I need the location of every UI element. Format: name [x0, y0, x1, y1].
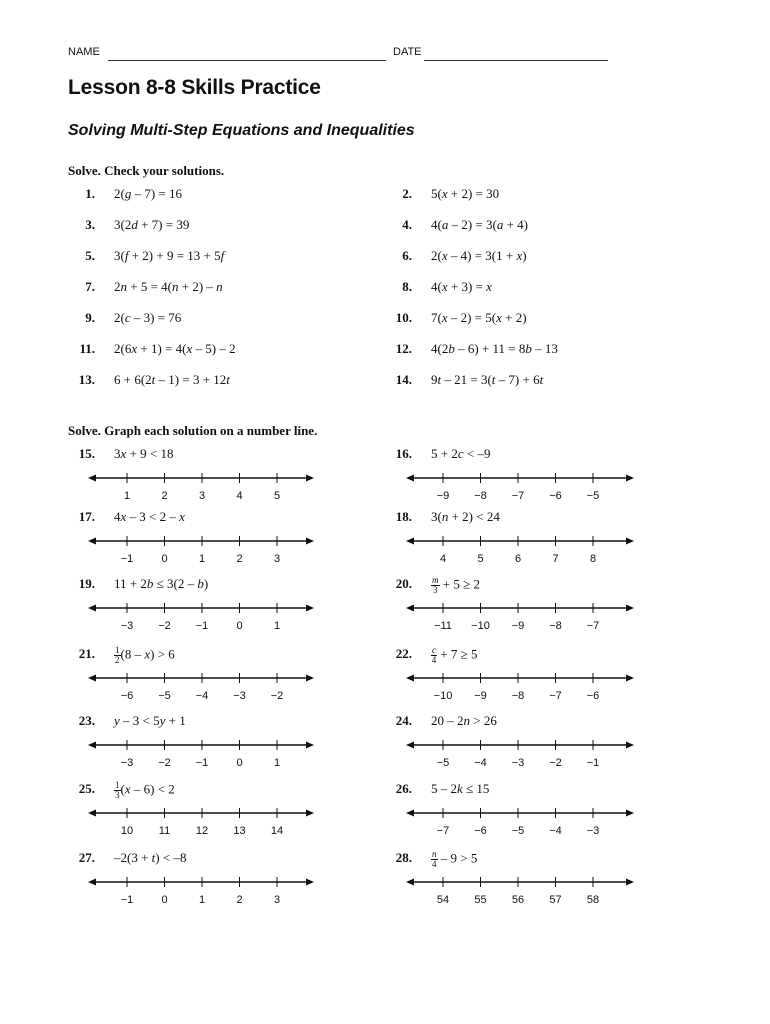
tick-label: 1 [123, 490, 131, 502]
problem-6-expression: 2(x – 4) = 3(1 + x) [431, 248, 527, 263]
tick-label: 0 [161, 553, 168, 565]
tick-label: 7 [552, 553, 559, 565]
tick-label: 2 [236, 894, 243, 906]
tick-label: −3 [120, 757, 134, 769]
tick-label: −6 [120, 690, 134, 702]
tick-label: −3 [120, 620, 134, 632]
tick-label: −10 [471, 620, 490, 632]
left-arrow-icon [406, 475, 414, 482]
problem-21-number: 21. [78, 646, 95, 661]
problem-5-expression: 3(f + 2) + 9 = 13 + 5f [114, 248, 225, 263]
problem-27-number-line[interactable] [88, 876, 314, 906]
right-arrow-icon [306, 879, 314, 886]
section1-instruction: Solve. Check your solutions. [68, 163, 225, 178]
problem-8-number: 8. [402, 279, 412, 294]
problem-2-number: 2. [402, 186, 412, 201]
problem-15-expression: 3x + 9 < 18 [114, 446, 174, 461]
problem-20-number-line[interactable] [406, 602, 634, 632]
problem-26-expression: 5 – 2k ≤ 15 [431, 781, 490, 796]
right-arrow-icon [306, 742, 314, 749]
tick-label: 58 [586, 894, 600, 906]
problem-5-number: 5. [85, 248, 95, 263]
tick-label: −4 [549, 825, 562, 837]
problem-24-number-line[interactable] [406, 739, 634, 769]
problem-23-number: 23. [78, 713, 95, 728]
problem-22-expression: $\frac{c}{4}$ + 7 ≥ 5 [431, 645, 478, 665]
right-arrow-icon [626, 879, 634, 886]
tick-label: 6 [514, 553, 522, 565]
tick-label: −6 [549, 490, 562, 502]
tick-label: 1 [273, 620, 281, 632]
problem-21-number-line[interactable] [88, 672, 314, 702]
problem-24-number: 24. [395, 713, 412, 728]
problem-18-expression: 3(n + 2) < 24 [431, 509, 500, 524]
problem-13-number: 13. [78, 372, 95, 387]
problem-7-number: 7. [85, 279, 95, 294]
tick-label: 0 [236, 620, 243, 632]
right-arrow-icon [626, 605, 634, 612]
tick-label: −1 [195, 620, 209, 632]
problem-18-number: 18. [395, 509, 412, 524]
tick-label: 4 [439, 553, 447, 565]
section2-instruction: Solve. Graph each solution on a number line. [68, 423, 318, 438]
tick-label: 2 [236, 553, 243, 565]
problem-8-expression: 4(x + 3) = x [431, 279, 492, 294]
tick-label: 55 [474, 894, 487, 906]
left-arrow-icon [406, 538, 414, 545]
tick-label: 3 [198, 490, 206, 502]
tick-label: 54 [436, 894, 450, 906]
problem-7-expression: 2n + 5 = 4(n + 2) – n [114, 279, 223, 294]
problem-16-expression: 5 + 2c < –9 [431, 446, 491, 461]
tick-label: 8 [589, 553, 597, 565]
tick-label: 2 [161, 490, 168, 502]
problem-25-number: 25. [78, 781, 95, 796]
right-arrow-icon [306, 605, 314, 612]
tick-label: −2 [158, 620, 171, 632]
problem-18-number-line[interactable] [406, 535, 634, 565]
right-arrow-icon [626, 810, 634, 817]
problem-22-number-line[interactable] [406, 672, 634, 702]
tick-label: −3 [586, 825, 600, 837]
tick-label: −5 [436, 757, 450, 769]
right-arrow-icon [306, 675, 314, 682]
tick-label: 1 [273, 757, 281, 769]
page-title: Lesson 8-8 Skills Practice [68, 76, 321, 99]
left-arrow-icon [88, 605, 96, 612]
tick-label: 10 [120, 825, 134, 837]
name-label: NAME [68, 46, 100, 58]
left-arrow-icon [88, 742, 96, 749]
tick-label: −2 [270, 690, 284, 702]
problem-25-number-line[interactable] [88, 807, 314, 837]
tick-label: −4 [474, 757, 487, 769]
tick-label: 0 [161, 894, 168, 906]
problem-20-expression: $\frac{m}{3}$ + 5 ≥ 2 [432, 575, 480, 595]
problem-19-number-line[interactable] [88, 602, 314, 632]
problem-1-expression: 2(g – 7) = 16 [114, 186, 183, 201]
tick-label: −7 [586, 620, 600, 632]
problem-28-expression: $\frac{n}{4}$ – 9 > 5 [432, 849, 478, 869]
tick-label: −1 [586, 757, 600, 769]
problem-17-expression: 4x – 3 < 2 – x [114, 509, 185, 524]
name-field[interactable] [108, 60, 386, 61]
tick-label: −1 [120, 553, 134, 565]
left-arrow-icon [406, 879, 414, 886]
right-arrow-icon [306, 475, 314, 482]
tick-label: 1 [198, 553, 206, 565]
tick-label: 3 [273, 553, 281, 565]
tick-label: 3 [273, 894, 281, 906]
tick-label: −8 [511, 690, 525, 702]
tick-label: 14 [270, 825, 284, 837]
left-arrow-icon [88, 810, 96, 817]
problem-19-expression: 11 + 2b ≤ 3(2 – b) [114, 576, 209, 591]
problem-27-expression: –2(3 + t) < –8 [114, 850, 187, 865]
tick-label: 12 [195, 825, 209, 837]
tick-label: −1 [120, 894, 134, 906]
problem-26-number-line[interactable] [406, 807, 634, 837]
tick-label: 56 [511, 894, 525, 906]
left-arrow-icon [88, 538, 96, 545]
problem-24-expression: 20 – 2n > 26 [431, 713, 497, 728]
tick-label: −10 [433, 690, 453, 702]
problem-17-number-line[interactable] [88, 535, 314, 565]
problem-25-expression: $\frac{1}{3}$ (x – 6) < 2 [115, 780, 175, 800]
tick-label: −7 [511, 490, 525, 502]
tick-label: 0 [236, 757, 243, 769]
right-arrow-icon [626, 742, 634, 749]
problem-11-number: 11. [79, 341, 95, 356]
problem-6-number: 6. [402, 248, 412, 263]
left-arrow-icon [406, 742, 414, 749]
right-arrow-icon [306, 810, 314, 817]
tick-label: −5 [586, 490, 600, 502]
problem-4-expression: 4(a – 2) = 3(a + 4) [431, 217, 529, 232]
problem-13-expression: 6 + 6(2t – 1) = 3 + 12t [114, 372, 230, 387]
right-arrow-icon [626, 475, 634, 482]
problem-10-number: 10. [395, 310, 412, 325]
problem-1-number: 1. [85, 186, 95, 201]
left-arrow-icon [88, 675, 96, 682]
problem-16-number-line[interactable] [406, 472, 634, 502]
problem-20-number: 20. [395, 576, 412, 591]
problem-28-number-line[interactable] [406, 876, 634, 906]
left-arrow-icon [406, 675, 414, 682]
tick-label: −3 [233, 690, 246, 702]
left-arrow-icon [406, 810, 414, 817]
right-arrow-icon [306, 538, 314, 545]
tick-label: 13 [233, 825, 246, 837]
tick-label: −2 [158, 757, 171, 769]
problem-14-expression: 9t – 21 = 3(t – 7) + 6t [431, 372, 544, 387]
problem-15-number-line[interactable] [88, 472, 314, 502]
tick-label: 1 [198, 894, 206, 906]
tick-label: −3 [511, 757, 525, 769]
problem-12-number: 12. [395, 341, 412, 356]
tick-label: −9 [436, 490, 450, 502]
left-arrow-icon [88, 879, 96, 886]
problem-2-expression: 5(x + 2) = 30 [431, 186, 500, 201]
tick-label: 57 [549, 894, 562, 906]
tick-label: −9 [511, 620, 525, 632]
tick-label: 5 [273, 490, 281, 502]
right-arrow-icon [626, 675, 634, 682]
problem-19-number: 19. [78, 576, 95, 591]
tick-label: 11 [158, 825, 171, 837]
problem-3-number: 3. [85, 217, 95, 232]
problem-27-number: 27. [78, 850, 95, 865]
problem-23-expression: y – 3 < 5y + 1 [114, 713, 186, 728]
left-arrow-icon [406, 605, 414, 612]
problem-28-number: 28. [395, 850, 412, 865]
problem-12-expression: 4(2b – 6) + 11 = 8b – 13 [431, 341, 558, 356]
problem-21-expression: $\frac{1}{2}$ (8 – x) > 6 [115, 645, 175, 665]
tick-label: −7 [436, 825, 450, 837]
tick-label: −5 [158, 690, 171, 702]
tick-label: 4 [236, 490, 243, 502]
tick-label: −6 [474, 825, 487, 837]
problem-15-number: 15. [78, 446, 95, 461]
problem-14-number: 14. [395, 372, 412, 387]
problem-16-number: 16. [395, 446, 412, 461]
problem-4-number: 4. [402, 217, 412, 232]
date-label: DATE [393, 46, 422, 58]
problem-26-number: 26. [395, 781, 412, 796]
tick-label: −6 [586, 690, 600, 702]
problem-9-expression: 2(c – 3) = 76 [114, 310, 182, 325]
tick-label: −11 [434, 620, 452, 632]
problem-10-expression: 7(x – 2) = 5(x + 2) [431, 310, 527, 325]
tick-label: −8 [549, 620, 562, 632]
right-arrow-icon [626, 538, 634, 545]
problem-9-number: 9. [85, 310, 95, 325]
problem-22-number: 22. [395, 646, 412, 661]
tick-label: −5 [511, 825, 525, 837]
left-arrow-icon [88, 475, 96, 482]
tick-label: −8 [474, 490, 487, 502]
page-subtitle: Solving Multi-Step Equations and Inequalities [68, 122, 415, 139]
problem-23-number-line[interactable] [88, 739, 314, 769]
tick-label: 5 [477, 553, 484, 565]
tick-label: −1 [195, 757, 209, 769]
tick-label: −9 [474, 690, 487, 702]
tick-label: −7 [549, 690, 562, 702]
date-field[interactable] [424, 60, 608, 61]
problem-17-number: 17. [78, 509, 95, 524]
problem-3-expression: 3(2d + 7) = 39 [114, 217, 190, 232]
problem-11-expression: 2(6x + 1) = 4(x – 5) – 2 [114, 341, 236, 356]
tick-label: −4 [195, 690, 209, 702]
tick-label: −2 [549, 757, 562, 769]
